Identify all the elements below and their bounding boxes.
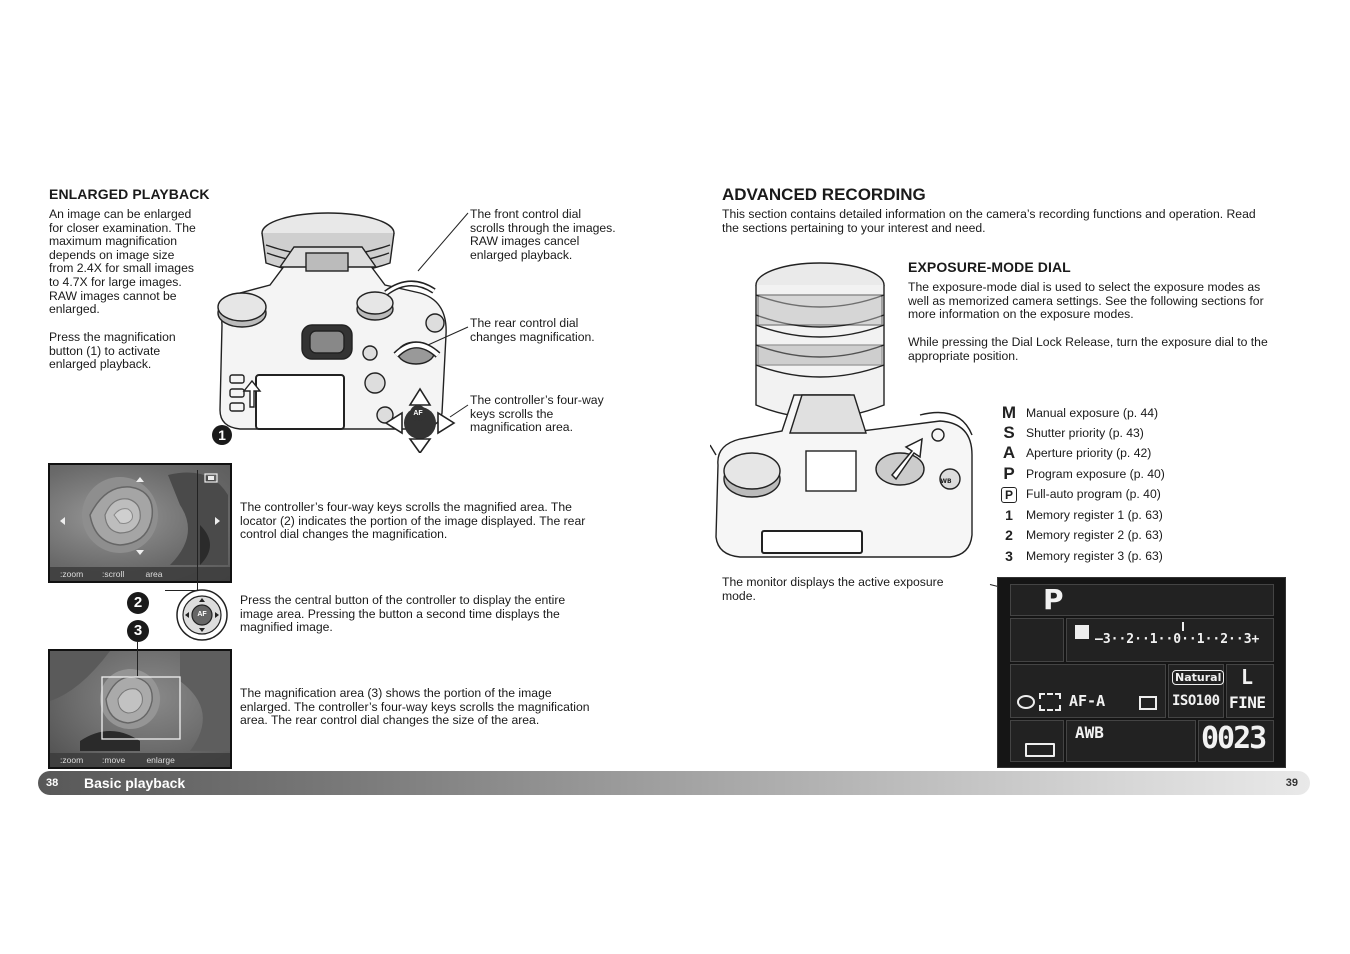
photo2-guide-bar: :zoom :move enlarge xyxy=(50,753,230,767)
mode-symbol-full-auto: P xyxy=(1001,487,1017,503)
mode-row-shutter xyxy=(998,423,1198,443)
exposure-dial-description: The exposure-mode dial is used to select the exposure modes as well as memorized camera settings. See the following sections for more information on the exposure modes. xyxy=(908,280,1264,322)
mode-row-memory-2 xyxy=(998,525,1198,545)
footer-bar xyxy=(38,771,1310,795)
lcd-quality: FINE xyxy=(1229,693,1266,712)
exposure-mode-dial-heading: EXPOSURE-MODE DIAL xyxy=(908,259,1071,275)
central-button-paragraph: Press the central button of the controller to display the entire image area. Pressing the button a second time displays the magnified image. xyxy=(240,593,566,635)
drive-mode-icon xyxy=(1139,696,1157,710)
mode-symbol-a: A xyxy=(1002,443,1016,462)
lcd-mode-cell xyxy=(1010,584,1274,616)
photo1-guide-bar: :zoom :scroll area xyxy=(50,567,230,581)
mode-symbol-3: 3 xyxy=(1005,548,1013,564)
lcd-settings-cell xyxy=(1010,664,1166,718)
af-area-icon xyxy=(1039,693,1061,711)
monitor-caption: The monitor displays the active exposure mode. xyxy=(722,575,944,603)
enlarged-playback-intro: An image can be enlarged for closer examination. The maximum magnification depends on image size from 2.4X for small images to 4.7X for large images. RAW images cannot be enlarged. xyxy=(49,207,196,317)
mode-label-full-auto: Full-auto program (p. 40) xyxy=(1026,487,1161,501)
lcd-wb-cell xyxy=(1066,720,1196,762)
front-dial-callout: The front control dial scrolls through the images. RAW images cancel enlarged playback. xyxy=(470,207,616,262)
lcd-frame-counter: 0023 xyxy=(1201,721,1266,756)
right-page-number: 39 xyxy=(1285,777,1298,789)
lcd-af-mode: AF-A xyxy=(1069,692,1106,710)
controller-callout: The controller’s four-way keys scrolls the magnification area. xyxy=(470,393,604,435)
advanced-recording-intro: This section contains detailed information on the camera’s recording functions and operation. Read the sections pertaining to your interest and need. xyxy=(722,207,1256,235)
mode-row-memory-3 xyxy=(998,546,1198,566)
lcd-empty-cell xyxy=(1010,618,1064,662)
rose-closeup xyxy=(50,465,230,581)
marker-2: 2 xyxy=(127,592,149,614)
mode-row-manual xyxy=(998,403,1198,423)
magnification-area-display xyxy=(48,649,232,769)
rose-full-view xyxy=(50,651,230,767)
lcd-quality-cell xyxy=(1226,664,1274,718)
battery-icon xyxy=(1025,743,1055,757)
lcd-mode: P xyxy=(1043,583,1064,616)
magnification-area-paragraph: The magnification area (3) shows the portion of the image enlarged. The controller’s four-way keys scrolls the magnification area. The rear control dial changes the size of the area. xyxy=(240,686,590,728)
mode-label-memory-3: Memory register 3 (p. 63) xyxy=(1026,549,1163,563)
rear-dial-callout: The rear control dial changes magnification. xyxy=(470,316,595,344)
camera-top-illustration xyxy=(710,255,982,567)
advanced-recording-heading: ADVANCED RECORDING xyxy=(722,185,926,204)
lcd-exposure-scale-cell xyxy=(1066,618,1274,662)
mode-row-memory-1 xyxy=(998,505,1198,525)
mode-symbol-p: P xyxy=(1003,464,1015,483)
af-label: AF xyxy=(410,405,426,421)
exposure-compensation-icon xyxy=(1075,625,1089,639)
mode-symbol-s: S xyxy=(1003,423,1015,442)
lcd-creative-style: Natural xyxy=(1172,670,1224,685)
enlarged-playback-heading: ENLARGED PLAYBACK xyxy=(49,186,210,202)
monitor-display xyxy=(997,577,1286,768)
lcd-white-balance: AWB xyxy=(1075,723,1104,742)
scale-pointer xyxy=(1182,622,1184,631)
section-title: Basic playback xyxy=(84,775,186,791)
metering-icon xyxy=(1017,695,1035,709)
enlarged-image-display xyxy=(48,463,232,583)
lcd-style-iso-cell xyxy=(1168,664,1224,718)
magnification-button-instruction: Press the magnification button (1) to activate enlarged playback. xyxy=(49,330,176,372)
mode-row-program xyxy=(998,464,1198,484)
mode-symbol-1: 1 xyxy=(1005,507,1013,523)
mode-row-aperture xyxy=(998,443,1198,463)
wb-label: WB xyxy=(940,478,952,485)
dial-lock-instruction: While pressing the Dial Lock Release, turn the exposure dial to the appropriate position. xyxy=(908,335,1268,363)
mode-label-shutter: Shutter priority (p. 43) xyxy=(1026,426,1144,440)
mode-label-manual: Manual exposure (p. 44) xyxy=(1026,406,1159,420)
af-button-on-illustration xyxy=(382,403,454,423)
mode-label-program: Program exposure (p. 40) xyxy=(1026,467,1165,481)
mode-label-memory-1: Memory register 1 (p. 63) xyxy=(1026,508,1163,522)
scroll-paragraph: The controller’s four-way keys scrolls the magnified area. The locator (2) indicates the portion of the image displayed. The rear control dial changes the magnification. xyxy=(240,500,586,542)
mode-label-aperture: Aperture priority (p. 42) xyxy=(1026,446,1152,460)
mode-symbol-2: 2 xyxy=(1005,527,1013,543)
mode-row-full-auto xyxy=(998,484,1198,504)
marker-1: 1 xyxy=(212,425,232,445)
mode-label-memory-2: Memory register 2 (p. 63) xyxy=(1026,528,1163,542)
lcd-iso: ISO100 xyxy=(1172,693,1220,709)
controller-af-label: AF xyxy=(197,611,207,618)
lcd-image-size: L xyxy=(1241,665,1254,689)
marker-3: 3 xyxy=(127,620,149,642)
left-page-number: 38 xyxy=(46,777,59,789)
lcd-counter-cell xyxy=(1198,720,1274,762)
locator-leader-line xyxy=(165,470,198,591)
lcd-exposure-scale: –3··2··1··0··1··2··3+ xyxy=(1095,632,1260,647)
area-leader-line xyxy=(137,642,138,676)
lcd-battery-cell xyxy=(1010,720,1064,762)
mode-symbol-m: M xyxy=(1001,403,1017,422)
